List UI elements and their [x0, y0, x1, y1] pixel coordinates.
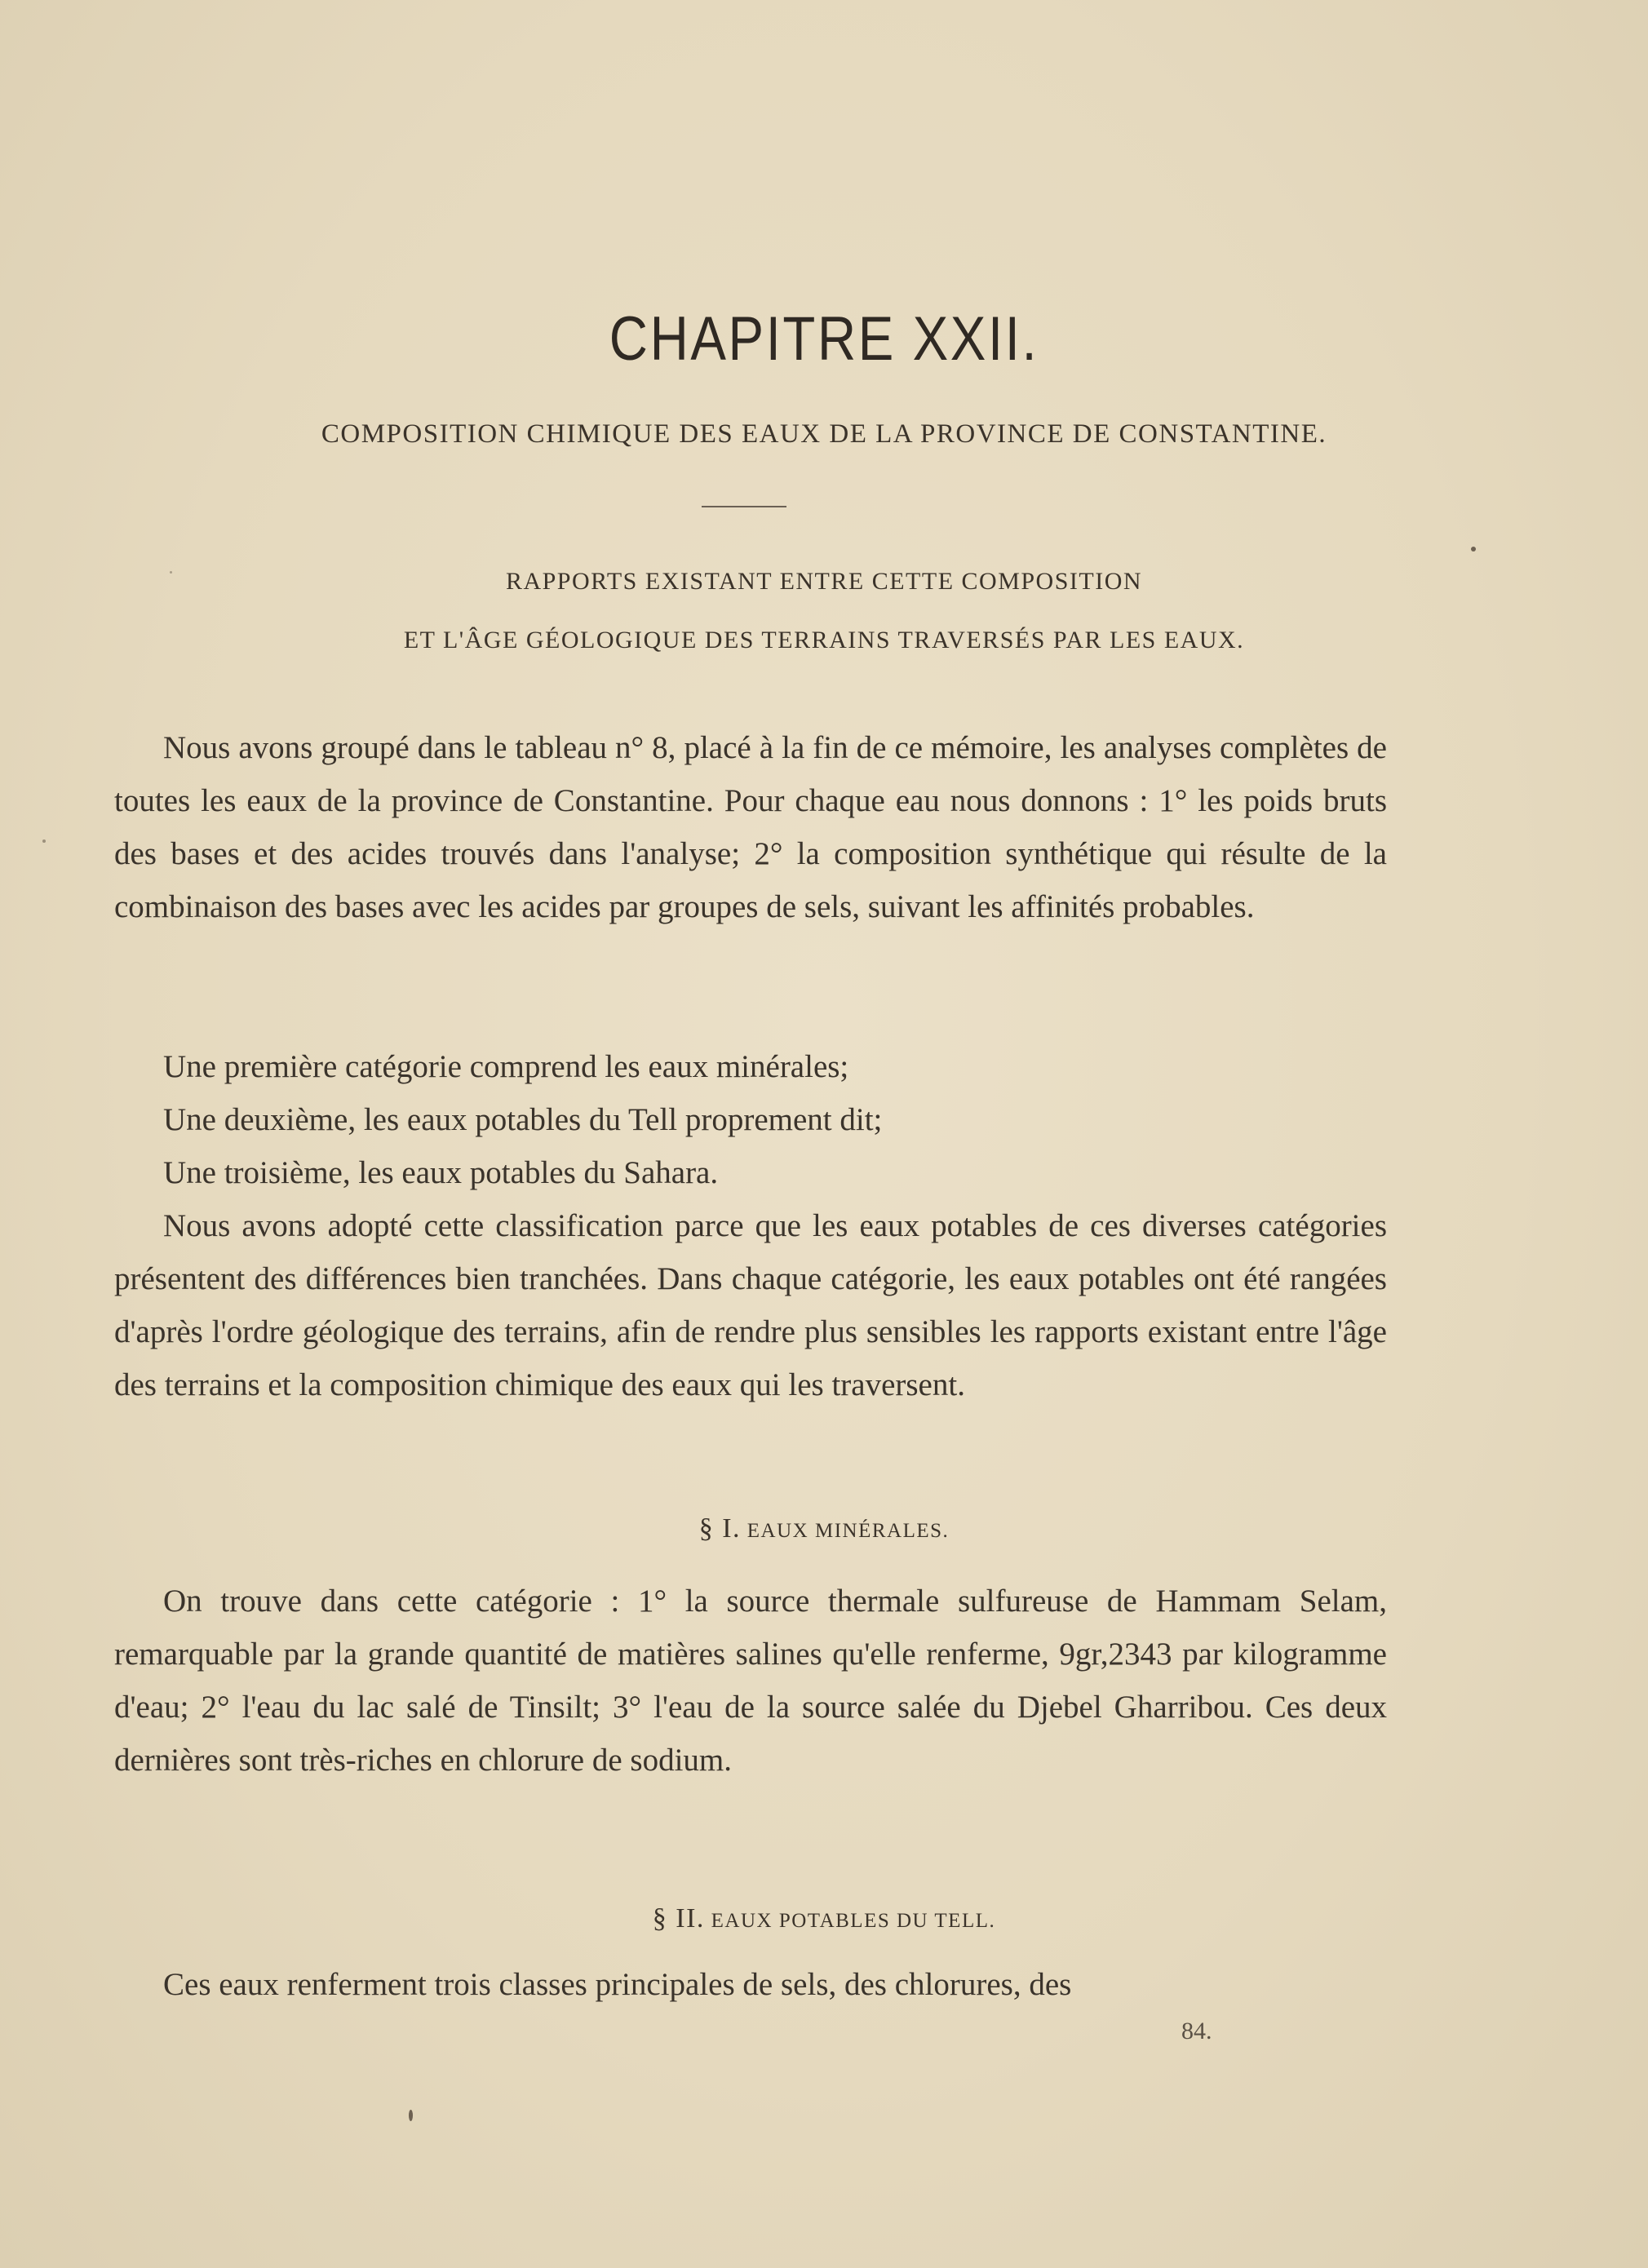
- subsection-2-mark: § II.: [652, 1903, 705, 1934]
- list-item: Une deuxième, les eaux potables du Tell proprement dit;: [163, 1102, 883, 1137]
- section-heading-line-2: ET L'ÂGE GÉOLOGIQUE DES TERRAINS TRAVERSÉS PAR LES EAUX.: [403, 627, 1245, 653]
- subsection-1-mark: § I.: [698, 1513, 742, 1544]
- paragraph-mineral-waters: [114, 1575, 1387, 1787]
- chapter-subtitle: COMPOSITION CHIMIQUE DES EAUX DE LA PROVINCE DE CONSTANTINE.: [321, 419, 1327, 449]
- paragraph-mineral-waters-text: On trouve dans cette catégorie : 1° la source thermale sulfureuse de Hammam Selam, remarquable par la grande quantité de matières salines qu'elle renferme, 9gr,2343 par kilogramme d'eau; 2° l'eau du lac salé de Tinsilt; 3° l'eau de la source salée du Djebel Gharribou. Ces deux dernières sont très-riches en chlorure de sodium.: [114, 1584, 1387, 1778]
- chapter-title: CHAPITRE XXII.: [609, 304, 1039, 374]
- paragraph-first-text: Nous avons groupé dans le tableau n° 8, placé à la fin de ce mémoire, les analyses complètes de toutes les eaux de la province de Constantine. Pour chaque eau nous donnons : 1° les poids bruts des bases et des acides trouvés dans l'analyse; 2° la composition synthétique qui résulte de la combinaison des bases avec les acides par groupes de sels, suivant les affinités probables.: [114, 730, 1387, 924]
- subsection-2-title: EAUX POTABLES DU TELL.: [711, 1910, 996, 1932]
- paper-speck: [1471, 547, 1476, 551]
- divider-rule: [702, 506, 786, 507]
- section-heading-line-1: RAPPORTS EXISTANT ENTRE CETTE COMPOSITION: [505, 568, 1143, 595]
- paragraph-tell-waters: [114, 1958, 1387, 2011]
- paper-speck: [170, 571, 172, 574]
- paper-speck: [409, 2110, 413, 2121]
- list-item: Une troisième, les eaux potables du Sahara.: [163, 1155, 719, 1190]
- category-list: [114, 1040, 1387, 1199]
- subsection-heading-2: [0, 1903, 1648, 1934]
- page-number: 84.: [1181, 2018, 1212, 2044]
- paragraph-classification-text: Nous avons adopté cette classification parce que les eaux potables de ces diverses catégories présentent des différences bien tranchées. Dans chaque catégorie, les eaux potables ont été rangées d'après l'ordre géologique des terrains, afin de rendre plus sensibles les rapports existant entre l'âge des terrains et la composition chimique des eaux qui les traversent.: [114, 1208, 1387, 1402]
- list-item: Une première catégorie comprend les eaux minérales;: [163, 1049, 849, 1084]
- paragraph-first: [114, 721, 1387, 933]
- subsection-heading-1: [0, 1513, 1648, 1544]
- paper-speck: [42, 839, 46, 843]
- paragraph-classification: [114, 1199, 1387, 1411]
- paragraph-tell-waters-text: Ces eaux renferment trois classes principales de sels, des chlorures, des: [163, 1967, 1072, 2002]
- subsection-1-title: EAUX MINÉRALES.: [746, 1520, 950, 1542]
